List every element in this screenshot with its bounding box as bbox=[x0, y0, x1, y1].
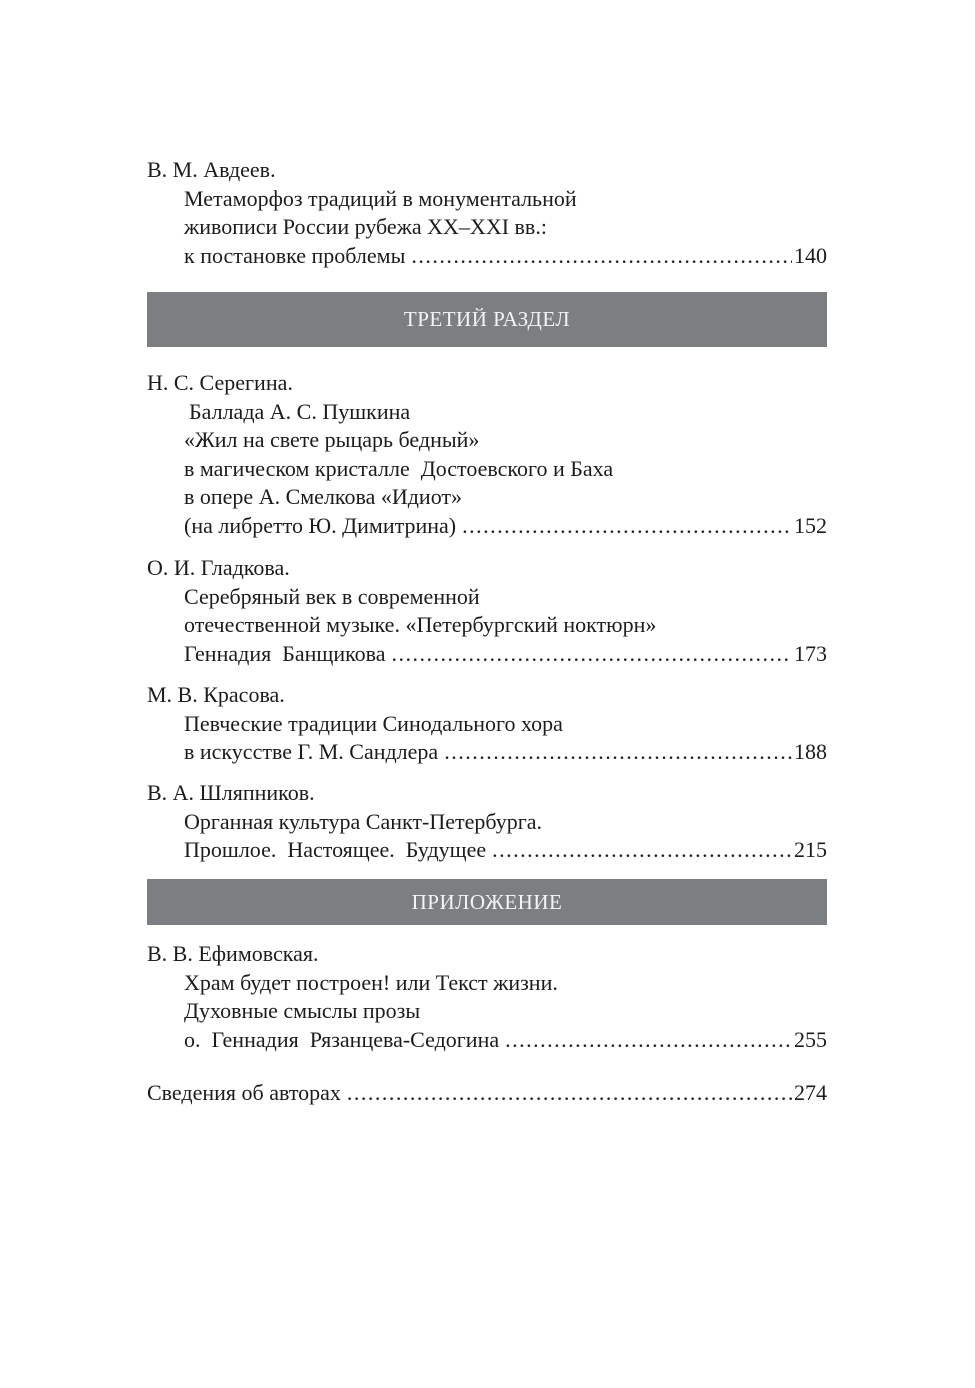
entry-author: О. И. Гладкова. bbox=[147, 555, 290, 580]
toc-entry-efimovskaya bbox=[147, 940, 827, 1054]
entry-title-line: о. Геннадия Рязанцева-Седогина bbox=[184, 1026, 500, 1052]
dot-leader bbox=[444, 738, 792, 767]
entry-title-line: Геннадия Банщикова bbox=[184, 640, 386, 666]
entry-last-line bbox=[147, 640, 827, 669]
entry-title-line: Прошлое. Настоящее. Будущее bbox=[184, 837, 487, 863]
toc-entry-shlyapnikov bbox=[147, 779, 827, 865]
toc-entry-krasova bbox=[147, 681, 827, 767]
entry-last-line bbox=[147, 836, 827, 865]
page-number: 140 bbox=[794, 242, 827, 268]
entry-title-line: Органная культура Санкт-Петербурга. bbox=[184, 808, 543, 834]
entry-title-line: Баллада А. С. Пушкина bbox=[189, 398, 411, 424]
entry-last-line bbox=[147, 512, 827, 541]
dot-leader bbox=[462, 512, 792, 541]
entry-title-line: в опере А. Смелкова «Идиот» bbox=[184, 484, 463, 510]
entry-last-line bbox=[147, 738, 827, 767]
dot-leader bbox=[347, 1079, 792, 1108]
toc-entry-gladkova bbox=[147, 554, 827, 668]
section-banner-appendix bbox=[147, 879, 827, 925]
entry-title-line: «Жил на свете рыцарь бедный» bbox=[184, 427, 480, 453]
entry-last-line bbox=[147, 1079, 827, 1108]
entry-last-line bbox=[147, 242, 827, 271]
toc-entry-avdeev bbox=[147, 156, 827, 270]
entry-title-line: (на либретто Ю. Димитрина) bbox=[184, 512, 457, 538]
entry-title-line: живописи России рубежа XX–XXI вв.: bbox=[184, 214, 547, 240]
toc-entry-authors-info bbox=[147, 1079, 827, 1108]
entry-title-line: Духовные смыслы прозы bbox=[184, 998, 421, 1024]
entry-last-line bbox=[147, 1026, 827, 1055]
entry-title-line: Певческие традиции Синодального хора bbox=[184, 710, 563, 736]
entry-author: В. В. Ефимовская. bbox=[147, 941, 319, 966]
entry-title-line: к постановке проблемы bbox=[184, 242, 406, 268]
entry-title-line: Серебряный век в современной bbox=[184, 583, 480, 609]
entry-title-line: в магическом кристалле Достоевского и Баха bbox=[184, 455, 614, 481]
page-number: 188 bbox=[794, 739, 827, 765]
page-number: 152 bbox=[794, 512, 827, 538]
section-title: ПРИЛОЖЕНИЕ bbox=[411, 889, 563, 914]
entry-title-line: отечественной музыке. «Петербургский ноктюрн» bbox=[184, 612, 657, 638]
page-number: 173 bbox=[794, 640, 827, 666]
entry-author: В. М. Авдеев. bbox=[147, 157, 276, 182]
entry-author: М. В. Красова. bbox=[147, 682, 285, 707]
dot-leader bbox=[505, 1026, 792, 1055]
entry-title-line: в искусстве Г. М. Сандлера bbox=[184, 739, 439, 765]
entry-title-line: Храм будет построен! или Текст жизни. bbox=[184, 969, 558, 995]
entry-author: В. А. Шляпников. bbox=[147, 780, 315, 805]
entry-title-line: Метаморфоз традиций в монументальной bbox=[184, 185, 577, 211]
section-title: ТРЕТИЙ РАЗДЕЛ bbox=[403, 307, 571, 331]
dot-leader bbox=[492, 836, 792, 865]
dot-leader bbox=[411, 242, 792, 271]
page-number: 274 bbox=[794, 1080, 827, 1105]
entry-author: Н. С. Серегина. bbox=[147, 370, 293, 395]
dot-leader bbox=[392, 640, 792, 669]
section-banner-third bbox=[147, 292, 827, 347]
authors-info-label: Сведения об авторах bbox=[147, 1080, 341, 1105]
toc-entry-seregina bbox=[147, 369, 827, 541]
page-number: 215 bbox=[794, 837, 827, 863]
page-number: 255 bbox=[794, 1026, 827, 1052]
